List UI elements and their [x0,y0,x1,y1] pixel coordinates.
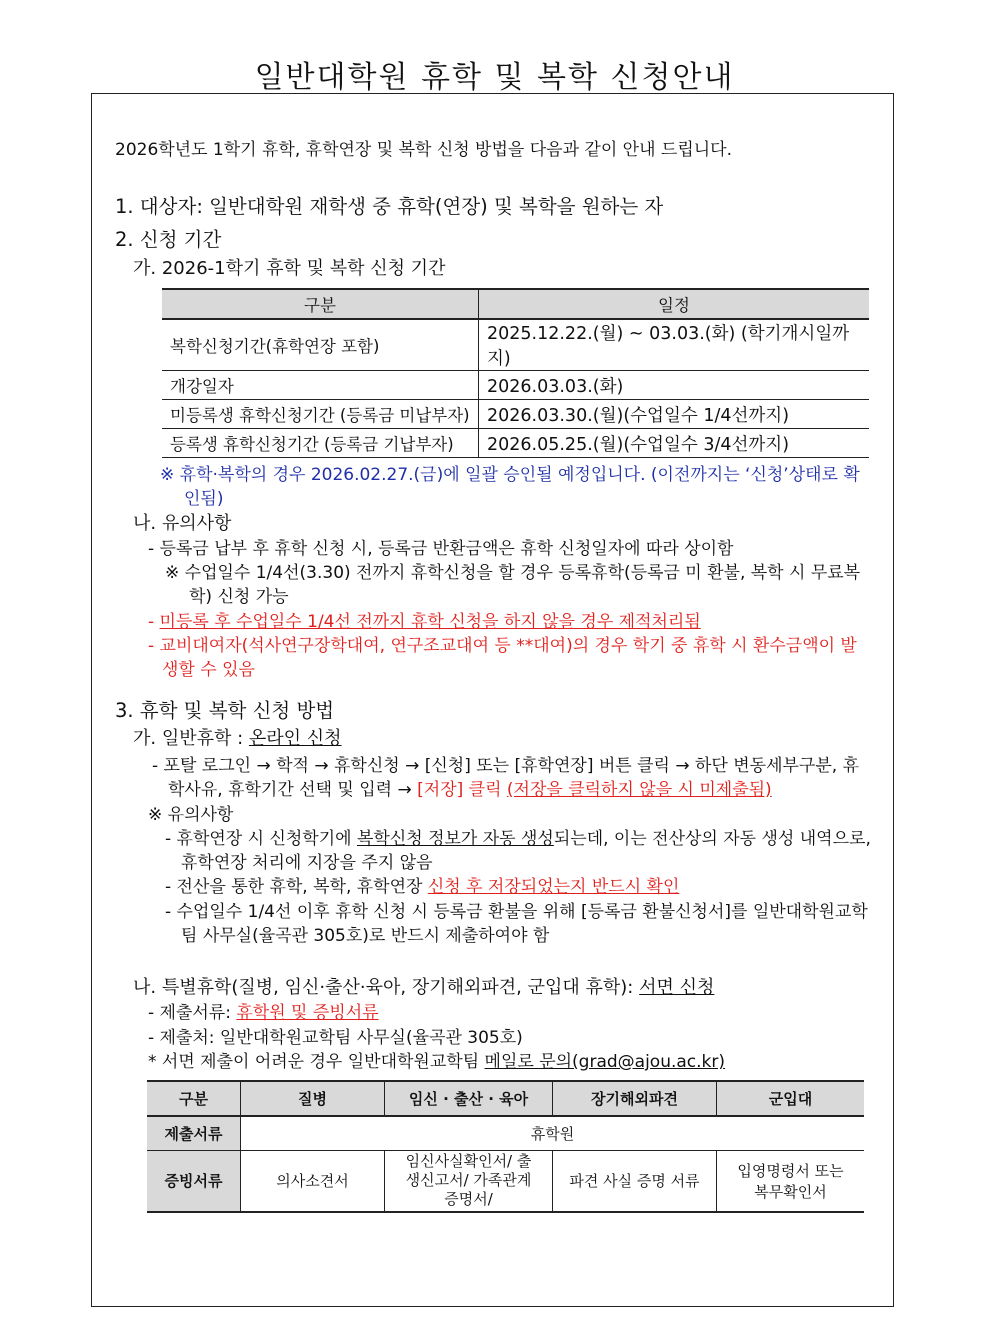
email-note [148,1050,872,1074]
cell: 2026.03.03.(화) [479,371,870,400]
cell: 입영명령서 또는 복무확인서 [717,1150,865,1212]
label: 나. 특별휴학(질병, 임신·출산·육아, 장기해외파견, 군입대 휴학): [133,977,640,998]
section-3a-heading [133,727,873,751]
t: 휴학원 및 증빙서류 [236,1003,379,1023]
t: 되는데, 이는 전산상의 자동 생성 내역으로, 휴학연장 처리에 지장을 주지 않음 [181,829,871,873]
cell: 2026.05.25.(월)(수업일수 3/4선까지) [479,429,870,458]
cell: 의사소견서 [241,1150,385,1212]
submit-place: - 제출처: 일반대학원교학팀 사무실(율곡관 305호) [148,1028,523,1048]
save-warning: (저장을 클릭하지 않을 시 미제출됨) [506,780,772,800]
col-header: 군입대 [717,1081,865,1116]
t: - 제출서류: [148,1003,237,1023]
section-1-target: 1. 대상자: 일반대학원 재학생 중 휴학(연장) 및 복학을 원하는 자 [115,195,664,218]
cell: 파견 사실 증명 서류 [553,1150,717,1212]
method: 온라인 신청 [248,728,342,749]
section-2a-heading: 가. 2026-1학기 휴학 및 복학 신청 기간 [133,258,446,279]
cell: 임신사실확인서/ 출생신고서/ 가족관계증명서/ [385,1150,553,1212]
t: 복학신청 정보가 자동 생성 [356,829,554,849]
caution-1: - 등록금 납부 후 휴학 신청 시, 등록금 반환금액은 휴학 신청일자에 따라 상이함 [148,539,734,559]
steps-text: - 포탈 로그인 → 학적 → 휴학신청 → [신청] 또는 [휴학연장] 버튼 클릭 → 하단 변동세부구분, 휴학사유, 휴학기간 선택 및 입력 → [152,756,860,800]
caution-3 [148,610,872,634]
cell: 개강일자 [162,371,479,400]
cell: 미등록생 휴학신청기간 (등록금 미납부자) [162,400,479,429]
row-header: 증빙서류 [147,1150,241,1212]
method: 서면 신청 [639,977,715,998]
col-header: 질병 [241,1081,385,1116]
submit-docs [148,1001,872,1025]
approval-note: ※ 휴학·복학의 경우 2026.02.27.(금)에 일괄 승인될 예정입니다. (이전까지는 ‘신청’상태로 확인됨) [160,465,860,509]
notes-heading: ※ 유의사항 [148,805,234,825]
online-steps [152,754,872,802]
table-row [162,371,869,400]
caution-4: - 교비대여자(석사연구장학대여, 연구조교대여 등 **대여)의 경우 학기 중 휴학 시 환수금액이 발생할 수 있음 [148,636,857,680]
caution-2: ※ 수업일수 1/4선(3.30) 전까지 휴학신청을 할 경우 등록휴학(등록금 미 환불, 복학 시 무료복학) 신청 가능 [165,563,861,607]
cell: 복학신청기간(휴학연장 포함) [162,319,479,371]
table-row [147,1116,864,1150]
note-2 [165,875,872,899]
table-row [162,319,869,371]
col-header: 구분 [147,1081,241,1116]
col-header: 임신 · 출산 · 육아 [385,1081,553,1116]
section-3b-heading [133,976,873,1000]
row-header: 제출서류 [147,1116,241,1150]
page-title: 일반대학원 휴학 및 복학 신청안내 [254,60,735,95]
email-link[interactable]: 메일로 문의(grad@ajou.ac.kr) [484,1052,726,1072]
col-header: 장기해외파견 [553,1081,717,1116]
section-2b-heading: 나. 유의사항 [133,513,232,534]
col-header: 구분 [162,289,479,319]
table-row [162,429,869,458]
cell: 2026.03.30.(월)(수업일수 1/4선까지) [479,400,870,429]
t: - 전산을 통한 휴학, 복학, 휴학연장 [165,877,428,897]
cell: 휴학원 [241,1116,865,1150]
dash: - [148,612,160,632]
table-row [162,400,869,429]
table-row [147,1150,864,1212]
t: - 휴학연장 시 신청학기에 [165,829,357,849]
t: 신청 후 저장되었는지 반드시 확인 [427,877,680,897]
col-header: 일정 [479,289,870,319]
save-click: [저장] 클릭 [417,780,507,800]
label: 가. 일반휴학 : [133,728,249,749]
section-2-heading: 2. 신청 기간 [115,228,222,251]
t: * 서면 제출이 어려운 경우 일반대학원교학팀 [148,1052,485,1072]
cell: 등록생 휴학신청기간 (등록금 기납부자) [162,429,479,458]
schedule-table [162,288,869,458]
intro-text: 2026학년도 1학기 휴학, 휴학연장 및 복학 신청 방법을 다음과 같이 안내 드립니다. [115,140,732,160]
note-1 [165,827,872,875]
caution-3-text: 미등록 후 수업일수 1/4선 전까지 휴학 신청을 하지 않을 경우 제적처리됨 [159,612,701,632]
document-body [0,56,989,1273]
note-3: - 수업일수 1/4선 이후 휴학 신청 시 등록금 환불을 위해 [등록금 환불신청서]를 일반대학원교학팀 사무실(율곡관 305호)로 반드시 제출하여야 함 [165,902,868,946]
cell: 2025.12.22.(월) ~ 03.03.(화) (학기개시일까지) [479,319,870,371]
section-3-heading: 3. 휴학 및 복학 신청 방법 [115,699,335,722]
special-leave-table [147,1080,864,1213]
